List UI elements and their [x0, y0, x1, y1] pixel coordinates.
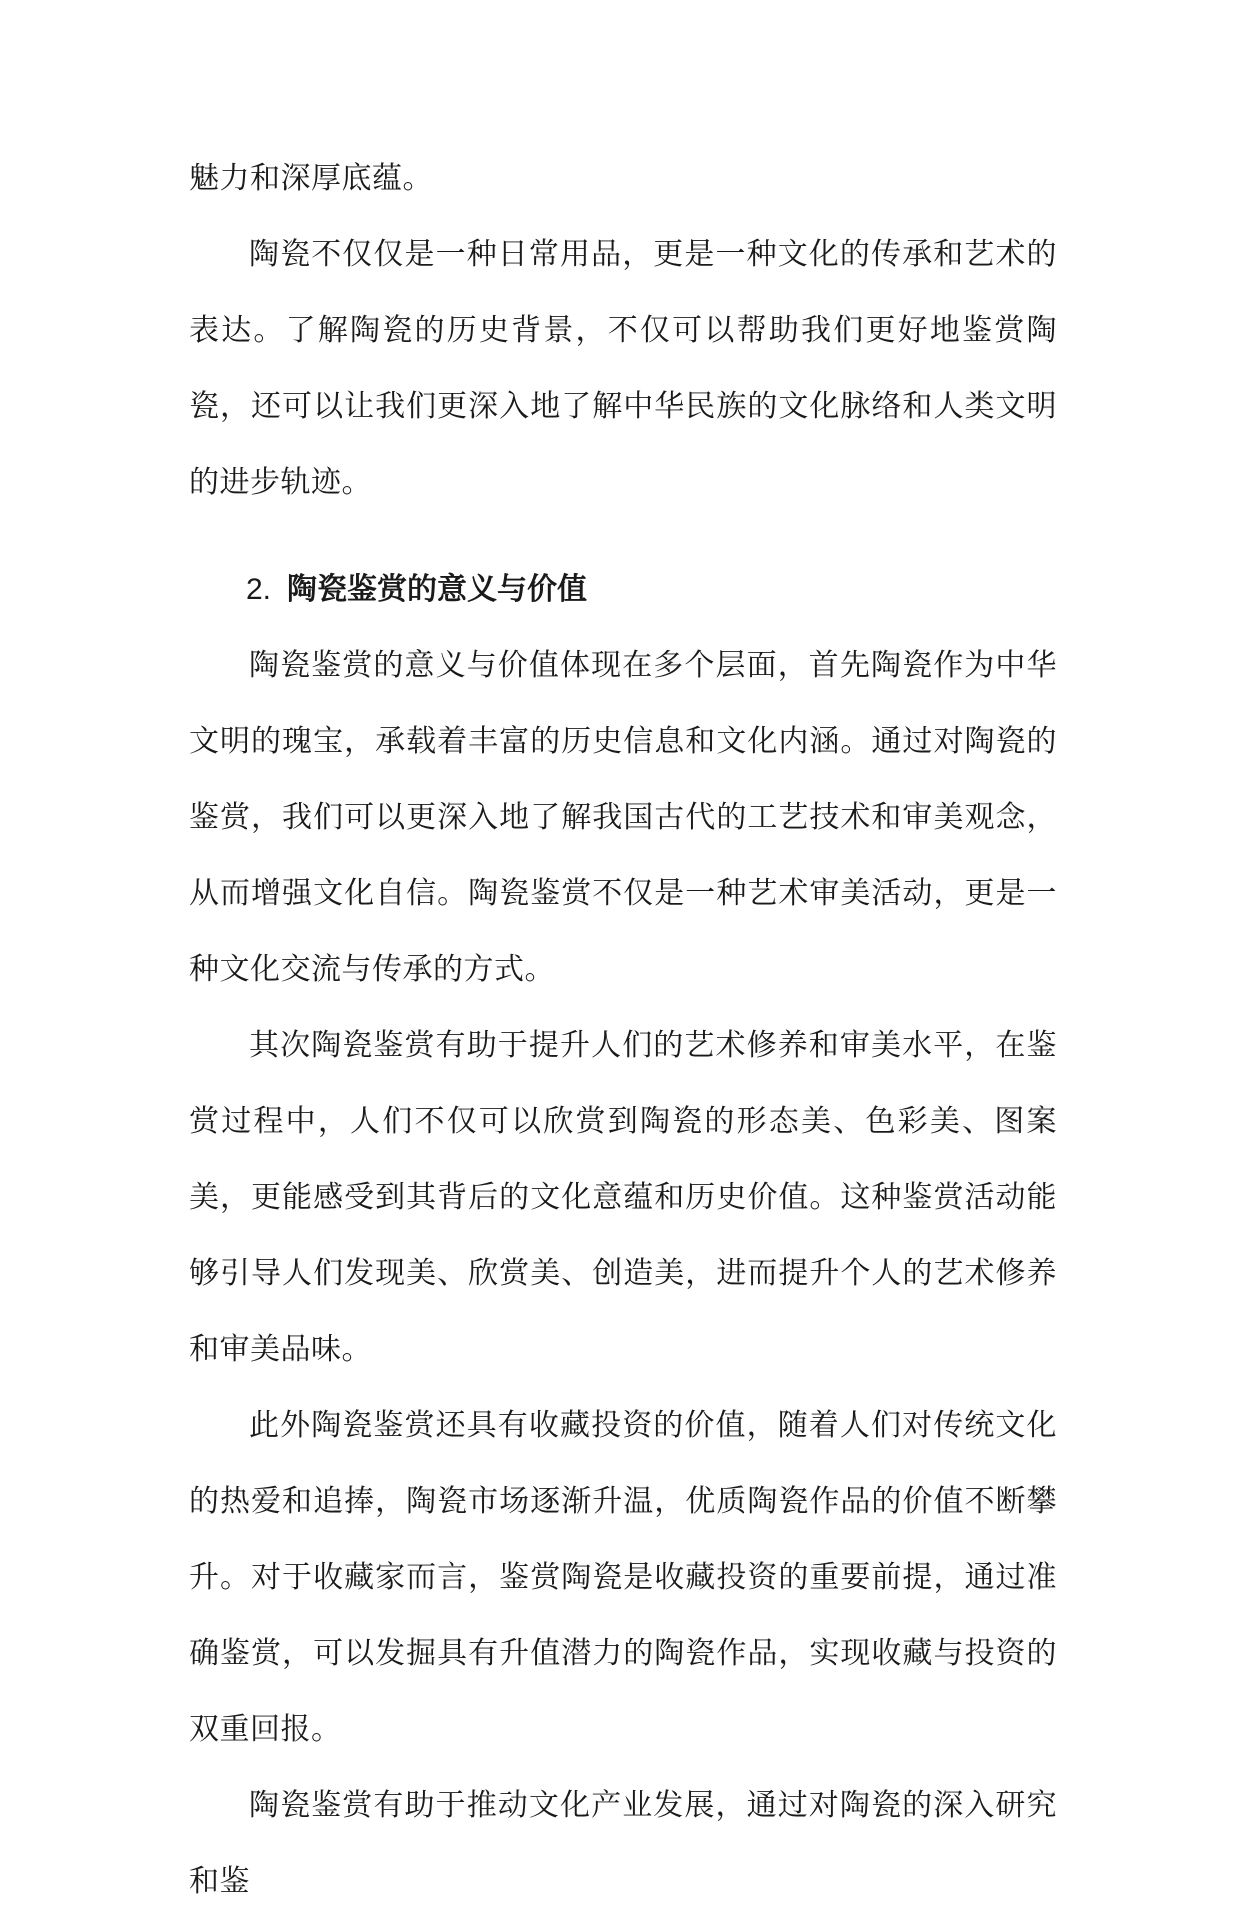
section-heading: [189, 552, 1057, 628]
section-number: 2.: [246, 573, 272, 606]
document-body: [189, 141, 1057, 1920]
paragraph-significance: 陶瓷鉴赏的意义与价值体现在多个层面，首先陶瓷作为中华文明的瑰宝，承载着丰富的历史信息和文化内涵。通过对陶瓷的鉴赏，我们可以更深入地了解我国古代的工艺技术和审美观念，从而增强文化自信。陶瓷鉴赏不仅是一种艺术审美活动，更是一种文化交流与传承的方式。: [189, 648, 1057, 987]
paragraph-continuation: 魅力和深厚底蕴。: [189, 161, 433, 196]
paragraph-aesthetics: 其次陶瓷鉴赏有助于提升人们的艺术修养和审美水平，在鉴赏过程中，人们不仅可以欣赏到陶瓷的形态美、色彩美、图案美，更能感受到其背后的文化意蕴和历史价值。这种鉴赏活动能够引导人们发现美、欣赏美、创造美，进而提升个人的艺术修养和审美品味。: [189, 1028, 1057, 1367]
paragraph-ceramics-culture: 陶瓷不仅仅是一种日常用品，更是一种文化的传承和艺术的表达。了解陶瓷的历史背景，不仅可以帮助我们更好地鉴赏陶瓷，还可以让我们更深入地了解中华民族的文化脉络和人类文明的进步轨迹。: [189, 237, 1057, 500]
paragraph-collection-value: 此外陶瓷鉴赏还具有收藏投资的价值，随着人们对传统文化的热爱和追捧，陶瓷市场逐渐升温，优质陶瓷作品的价值不断攀升。对于收藏家而言，鉴赏陶瓷是收藏投资的重要前提，通过准确鉴赏，可以发掘具有升值潜力的陶瓷作品，实现收藏与投资的双重回报。: [189, 1408, 1057, 1747]
section-title: 陶瓷鉴赏的意义与价值: [287, 572, 588, 607]
paragraph-cultural-industry: 陶瓷鉴赏有助于推动文化产业发展，通过对陶瓷的深入研究和鉴: [189, 1788, 1057, 1899]
